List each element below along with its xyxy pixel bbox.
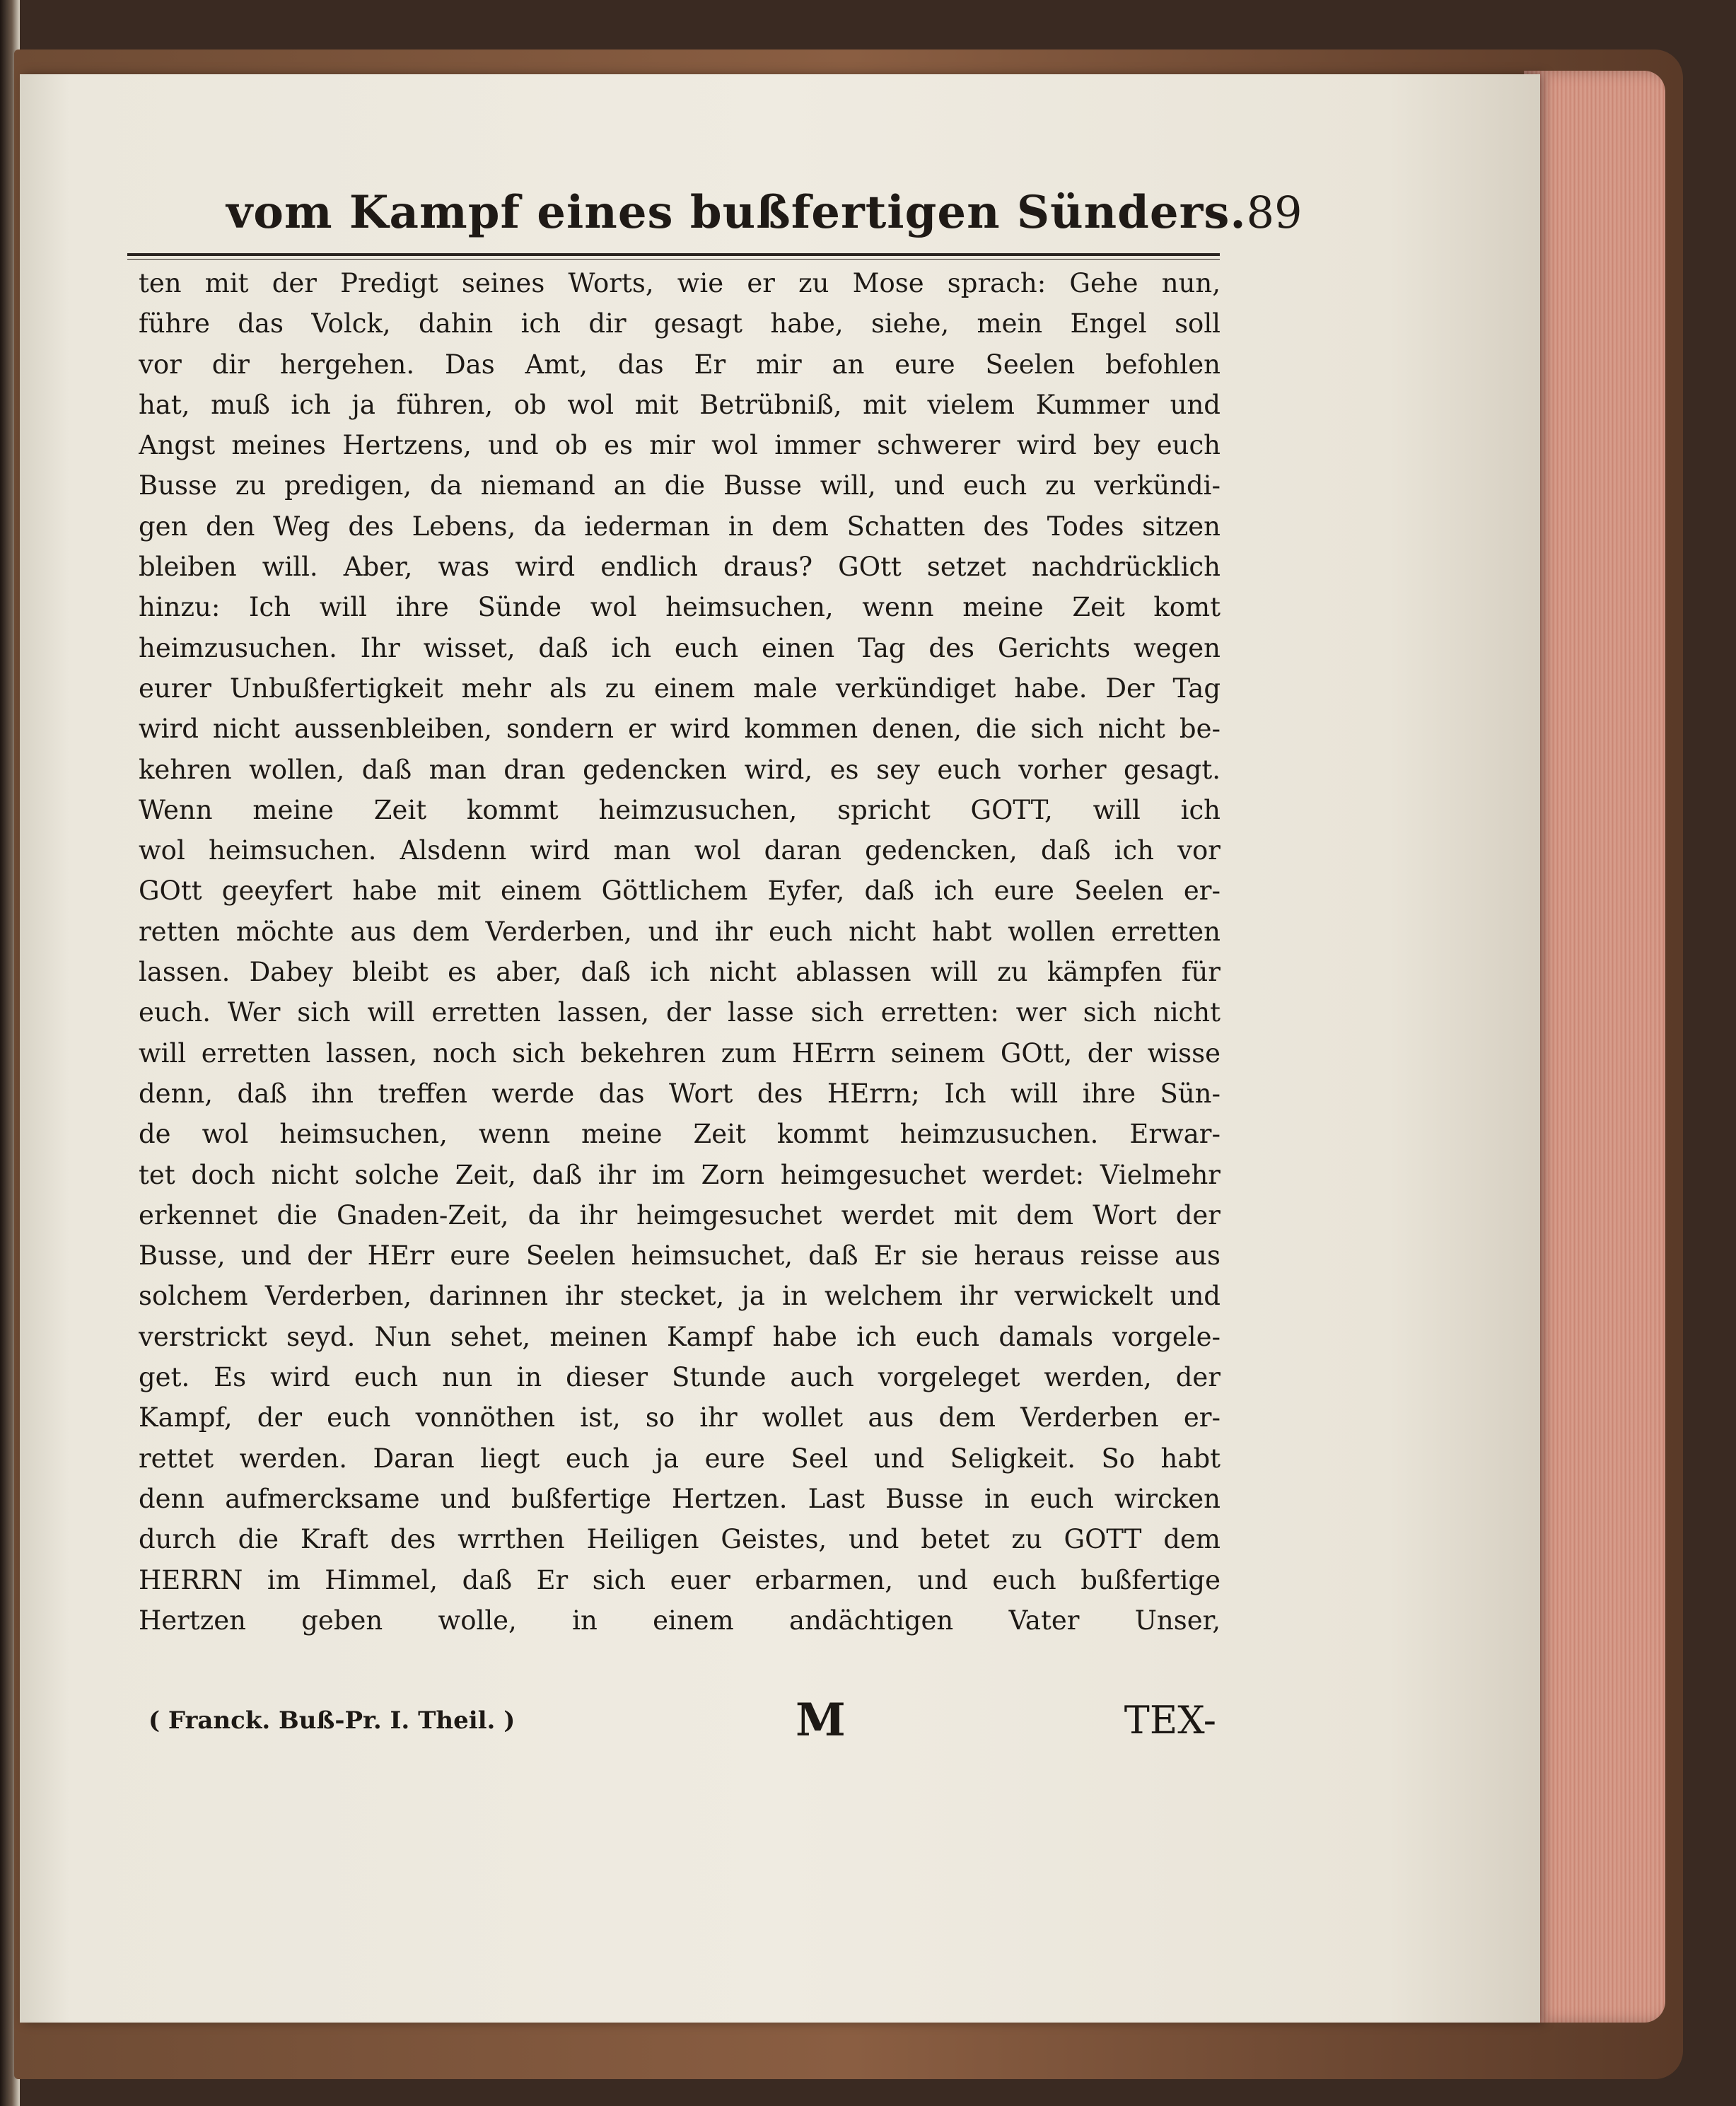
text-line: vor dir hergehen. Das Amt, das Er mir an eure Seelen befohlen — [139, 349, 1221, 380]
text-line: heimzusuchen. Ihr wisset, daß ich euch einen Tag des Gerichts wegen — [139, 632, 1221, 663]
text-line: tet doch nicht solche Zeit, daß ihr im Zorn heimgesuchet werdet: Vielmehr — [139, 1159, 1221, 1190]
header-rule-thin — [127, 259, 1220, 260]
signature-note: ( Franck. Buß-Pr. I. Theil. ) — [148, 1706, 515, 1735]
text-line: Wenn meine Zeit kommt heimzusuchen, spricht GOTT, will ich — [139, 794, 1221, 825]
text-line: will erretten lassen, noch sich bekehren zum HErrn seinem GOtt, der wisse — [139, 1037, 1221, 1069]
text-line: erkennet die Gnaden-Zeit, da ihr heimgesuchet werdet mit dem Wort der — [139, 1199, 1221, 1231]
page-number: 89 — [1246, 187, 1303, 238]
text-line: durch die Kraft des wrrthen Heiligen Geistes, und betet zu GOTT dem — [139, 1524, 1221, 1555]
text-line: Busse, und der HErr eure Seelen heimsuchet, daß Er sie heraus reisse aus — [139, 1240, 1221, 1272]
text-line: euch. Wer sich will erretten lassen, der lasse sich erretten: wer sich nicht — [139, 997, 1221, 1028]
text-line: denn aufmercksame und bußfertige Hertzen. Last Busse in euch wircken — [139, 1483, 1221, 1514]
text-line: hinzu: Ich will ihre Sünde wol heimsuchen, wenn meine Zeit komt — [139, 592, 1221, 623]
text-line: hat, muß ich ja führen, ob wol mit Betrübniß, mit vielem Kummer und — [139, 389, 1221, 420]
text-line: denn, daß ihn treffen werde das Wort des HErrn; Ich will ihre Sün- — [139, 1078, 1221, 1109]
signature-mark: M — [796, 1694, 846, 1747]
text-line: bleiben will. Aber, was wird endlich draus? GOtt setzet nachdrücklich — [139, 552, 1221, 583]
text-line: de wol heimsuchen, wenn meine Zeit kommt heimzusuchen. Erwar- — [139, 1119, 1221, 1150]
text-line: wird nicht aussenbleiben, sondern er wird kommen denen, die sich nicht be- — [139, 714, 1221, 745]
body-text — [139, 263, 1221, 1641]
text-line: Kampf, der euch vonnöthen ist, so ihr wollet aus dem Verderben er- — [139, 1402, 1221, 1433]
running-title: vom Kampf eines bußfertigen Sünders. — [226, 186, 1247, 239]
running-header — [226, 186, 1303, 250]
text-line: rettet werden. Daran liegt euch ja eure Seel und Seligkeit. So habt — [139, 1443, 1221, 1474]
catchword: TEX- — [1124, 1698, 1216, 1743]
text-line: ten mit der Predigt seines Worts, wie er zu Mose sprach: Gehe nun, — [139, 268, 1221, 298]
text-line: kehren wollen, daß man dran gedencken wird, es sey euch vorher gesagt. — [139, 754, 1221, 785]
text-line: eurer Unbußfertigkeit mehr als zu einem male verkündiget habe. Der Tag — [139, 673, 1221, 704]
text-line: Busse zu predigen, da niemand an die Busse will, und euch zu verkündi- — [139, 470, 1221, 501]
text-line: gen den Weg des Lebens, da iederman in dem Schatten des Todes sitzen — [139, 511, 1221, 542]
text-line: retten möchte aus dem Verderben, und ihr euch nicht habt wollen erretten — [139, 916, 1221, 947]
text-line: lassen. Dabey bleibt es aber, daß ich nicht ablassen will zu kämpfen für — [139, 957, 1221, 988]
text-line: führe das Volck, dahin ich dir gesagt habe, siehe, mein Engel soll — [139, 308, 1221, 339]
text-line: Hertzen geben wolle, in einem andächtigen Vater Unser, — [139, 1605, 1221, 1636]
page-footer — [148, 1694, 1216, 1750]
text-line: get. Es wird euch nun in dieser Stunde auch vorgeleget werden, der — [139, 1362, 1221, 1393]
text-line: GOtt geeyfert habe mit einem Göttlichem Eyfer, daß ich eure Seelen er- — [139, 875, 1221, 907]
text-line: verstrickt seyd. Nun sehet, meinen Kampf habe ich euch damals vorgele- — [139, 1321, 1221, 1352]
header-rule — [127, 253, 1220, 256]
text-line: solchem Verderben, darinnen ihr stecket, ja in welchem ihr verwickelt und — [139, 1281, 1221, 1312]
text-line: wol heimsuchen. Alsdenn wird man wol daran gedencken, daß ich vor — [139, 835, 1221, 866]
text-line: HERRN im Himmel, daß Er sich euer erbarmen, und euch bußfertige — [139, 1564, 1221, 1595]
text-line: Angst meines Hertzens, und ob es mir wol immer schwerer wird bey euch — [139, 430, 1221, 461]
page-edges — [1524, 71, 1665, 2023]
